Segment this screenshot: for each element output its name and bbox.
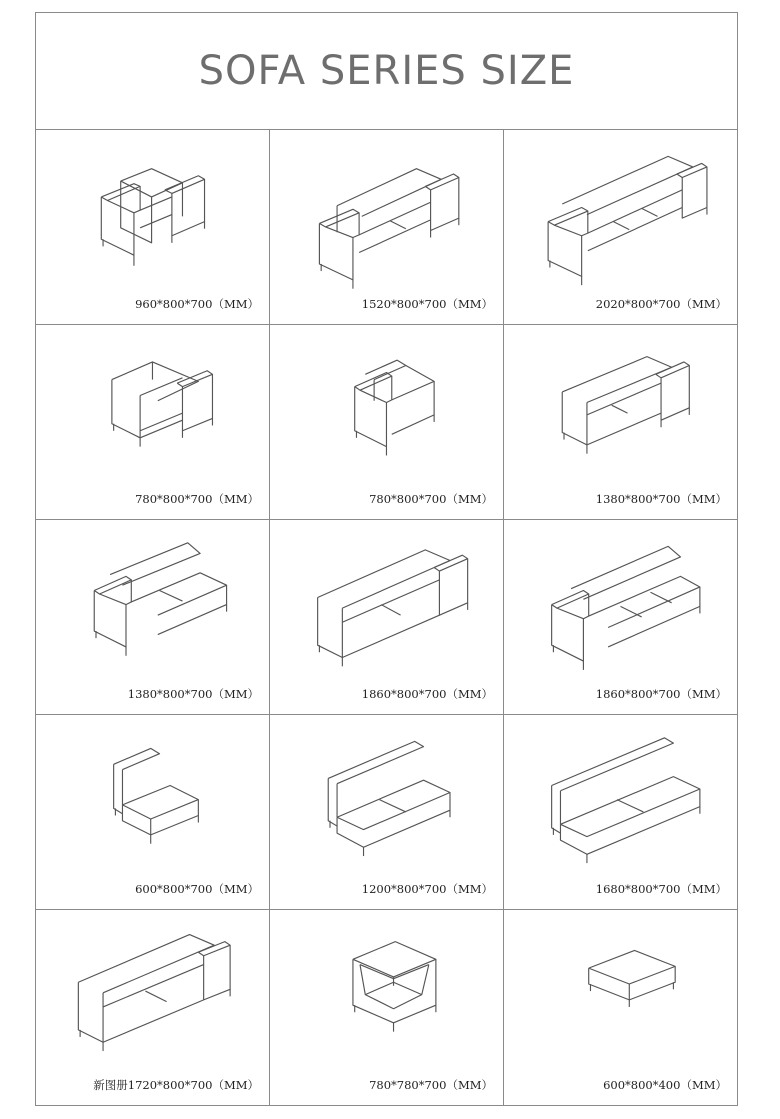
size-label: 1380*800*700（MM） bbox=[127, 687, 259, 701]
sofa-cell bbox=[270, 520, 504, 715]
sofa-cell bbox=[270, 715, 504, 910]
size-label: 1860*800*700（MM） bbox=[595, 687, 727, 701]
sofa-cell bbox=[504, 520, 737, 715]
sofa-cell bbox=[504, 715, 737, 910]
sofa-cell bbox=[36, 910, 270, 1105]
size-label: 1380*800*700（MM） bbox=[595, 492, 727, 506]
size-label: 600*800*700（MM） bbox=[135, 882, 259, 896]
sofa-drawing-sofa2-right-arm-long bbox=[290, 534, 490, 684]
sofa-drawing-armless-sofa2-long bbox=[524, 729, 724, 879]
sofa-cell bbox=[504, 910, 737, 1105]
sofa-drawing-armchair-two-arms bbox=[56, 144, 256, 294]
size-label: 960*800*700（MM） bbox=[135, 297, 259, 311]
sofa-cell bbox=[504, 325, 737, 520]
sofa-drawing-corner-unit bbox=[290, 924, 490, 1074]
sofa-grid bbox=[36, 130, 737, 1105]
title-box bbox=[36, 13, 737, 130]
size-label: 新图册1720*800*700（MM） bbox=[93, 1078, 259, 1092]
size-label: 780*800*700（MM） bbox=[369, 492, 493, 506]
sofa-cell bbox=[270, 910, 504, 1105]
sofa-cell bbox=[504, 130, 737, 325]
size-label: 600*800*400（MM） bbox=[603, 1078, 727, 1092]
sofa-cell bbox=[36, 130, 270, 325]
sofa-drawing-sofa2-right-arm-wide bbox=[56, 924, 256, 1074]
sofa-cell bbox=[270, 130, 504, 325]
sofa-drawing-sofa3-left-arm bbox=[524, 534, 724, 684]
size-label: 780*800*700（MM） bbox=[135, 492, 259, 506]
sofa-drawing-armless-sofa2 bbox=[290, 729, 490, 879]
sofa-cell bbox=[270, 325, 504, 520]
sofa-drawing-chair-left-arm bbox=[290, 339, 490, 489]
sofa-cell bbox=[36, 325, 270, 520]
size-label: 780*780*700（MM） bbox=[369, 1078, 493, 1092]
page-title: SOFA SERIES SIZE bbox=[198, 48, 575, 94]
sofa-drawing-sofa2-right-arm bbox=[524, 339, 724, 489]
size-chart-sheet bbox=[35, 12, 738, 1106]
size-label: 1520*800*700（MM） bbox=[361, 297, 493, 311]
sofa-cell bbox=[36, 715, 270, 910]
sofa-drawing-armless-chair bbox=[56, 729, 256, 879]
sofa-drawing-sofa3-two-arms bbox=[524, 144, 724, 294]
size-label: 1860*800*700（MM） bbox=[361, 687, 493, 701]
sofa-drawing-sofa2-left-arm bbox=[56, 534, 256, 684]
sofa-drawing-corner-chair-right bbox=[56, 339, 256, 489]
size-label: 1200*800*700（MM） bbox=[361, 882, 493, 896]
sofa-drawing-sofa2-two-arms bbox=[290, 144, 490, 294]
size-label: 1680*800*700（MM） bbox=[595, 882, 727, 896]
size-label: 2020*800*700（MM） bbox=[595, 297, 727, 311]
sofa-cell bbox=[36, 520, 270, 715]
sofa-drawing-ottoman bbox=[524, 924, 724, 1074]
